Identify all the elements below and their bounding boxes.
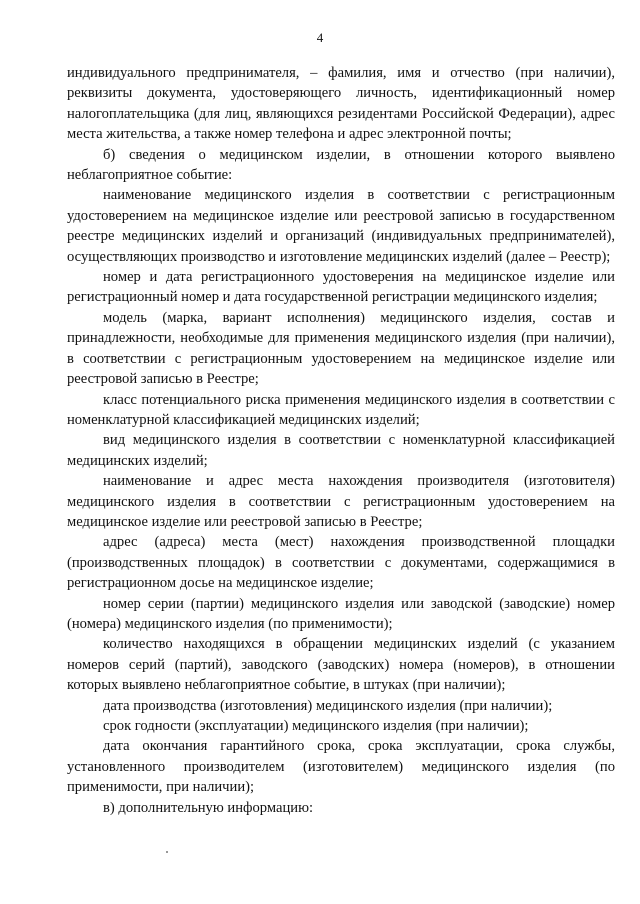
- paragraph-applicant-details: индивидуального предпринимателя, – фамилия, имя и отчество (при наличии), реквизиты документа, удостоверяющего личность, идентификационный номер налогоплательщика (для лиц, являющихся резидентами Российской Федерации), адрес места жительства, а также номер телефона и адрес электронной почты;: [67, 65, 615, 143]
- document-body: [67, 63, 615, 818]
- paragraph-batch-number: номер серии (партии) медицинского изделия или заводской (заводские) номер (номера) медицинского изделия (по применимости);: [67, 595, 615, 632]
- scan-speck: [166, 851, 168, 853]
- paragraph-registration-number: номер и дата регистрационного удостоверения на медицинское изделие или регистрационный номер и дата государственной регистрации медицинского изделия;: [67, 269, 615, 306]
- paragraph-risk-class: класс потенциального риска применения медицинского изделия в соответствии с номенклатурной классификацией медицинских изделий;: [67, 391, 615, 428]
- paragraph-quantity: количество находящихся в обращении медицинских изделий (с указанием номеров серий (партий), заводского (заводских) номера (номеров), в отношении которых выявлено неблагоприятное событие, в штуках (при наличии);: [67, 636, 615, 694]
- page-number: 4: [316, 30, 324, 45]
- paragraph-device-type: вид медицинского изделия в соответствии с номенклатурной классификацией медицинских изделий;: [67, 432, 615, 469]
- paragraph-shelf-life: срок годности (эксплуатации) медицинского изделия (при наличии);: [103, 718, 529, 734]
- paragraph-section-c: в) дополнительную информацию:: [103, 799, 314, 816]
- paragraph-model: модель (марка, вариант исполнения) медицинского изделия, состав и принадлежности, необходимые для применения медицинского изделия (при наличии), в соответствии с регистрационным удостоверением на медицинское изделие или реестровой записью в Реестре;: [67, 309, 615, 388]
- paragraph-section-b: б) сведения о медицинском изделии, в отношении которого выявлено неблагоприятное событие:: [67, 146, 615, 184]
- paragraph-manufacturer: наименование и адрес места нахождения производителя (изготовителя) медицинского изделия в соответствии с регистрационным удостоверением на медицинское изделие или реестровой записью в Реестре;: [67, 473, 615, 530]
- paragraph-device-name: наименование медицинского изделия в соответствии с регистрационным удостоверением на медицинское изделие или реестровой записью в государственном реестре медицинских изделий и организаций (индивидуальных предпринимателей), осуществляющих производство и изготовление медицинских изделий (далее – Реестр);: [67, 187, 615, 265]
- paragraph-warranty-end: дата окончания гарантийного срока, срока эксплуатации, срока службы, установленного производителем (изготовителем) медицинского изделия (по применимости, при наличии);: [67, 738, 615, 796]
- paragraph-production-site: адрес (адреса) места (мест) нахождения производственной площадки (производственных площадок) в соответствии с документами, содержащимися в регистрационном досье на медицинское изделие;: [67, 534, 615, 592]
- paragraph-production-date: дата производства (изготовления) медицинского изделия (при наличии);: [103, 697, 553, 714]
